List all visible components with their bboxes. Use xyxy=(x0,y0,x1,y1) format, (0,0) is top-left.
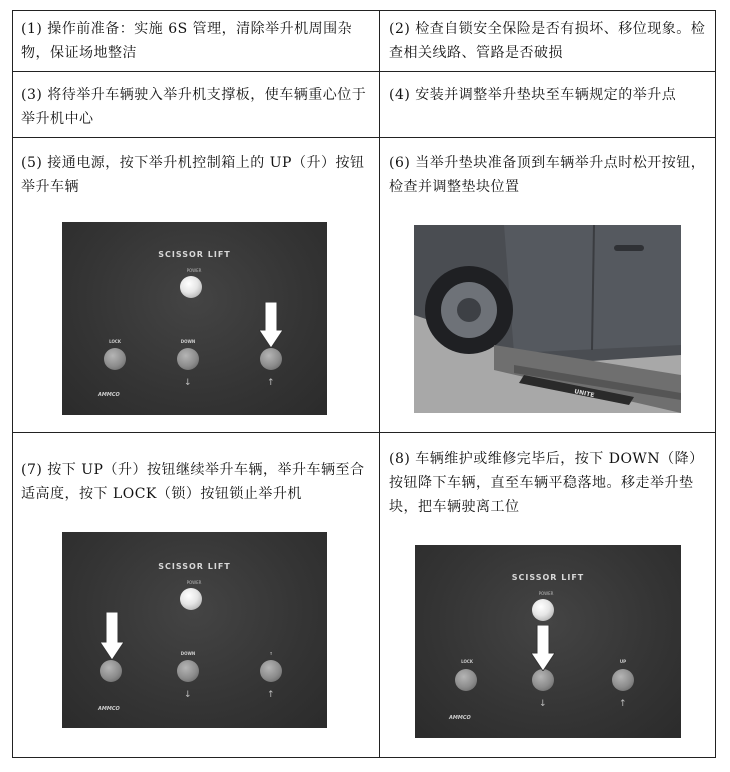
lock-button-image xyxy=(104,348,126,370)
down-button-image xyxy=(532,669,554,691)
column-divider xyxy=(379,11,380,757)
step-6-text: (6) 当举升垫块准备顶到车辆举升点时松开按钮，检查并调整垫块位置 xyxy=(389,155,706,195)
step-2-text: (2) 检查自锁安全保险是否有损坏、移位现象。检查相关线路、管路是否破损 xyxy=(389,21,706,61)
down-button-image xyxy=(177,348,199,370)
row-divider xyxy=(13,71,715,72)
lock-button-image xyxy=(100,660,122,682)
indicator-arrow-icon xyxy=(259,302,283,348)
down-arrow-icon: ↓ xyxy=(184,378,192,388)
step-3-text: (3) 将待举升车辆驶入举升机支撑板，使车辆重心位于举升机中心 xyxy=(21,87,367,127)
up-arrow-icon: ↑ xyxy=(267,690,275,700)
brand-logo: AMMCO xyxy=(98,706,120,712)
lock-label: LOCK xyxy=(461,659,473,664)
up-button-image xyxy=(612,669,634,691)
indicator-arrow-icon xyxy=(100,612,124,660)
control-panel-photo-lock xyxy=(62,532,327,728)
down-arrow-icon: ↓ xyxy=(184,690,192,700)
power-button-image xyxy=(180,276,202,298)
up-button-image xyxy=(260,348,282,370)
step-5-text: (5) 接通电源，按下举升机控制箱上的 UP（升）按钮举升车辆 xyxy=(21,155,365,195)
up-button-image xyxy=(260,660,282,682)
tread-text: UNITE xyxy=(573,388,595,400)
up-label: ↑ xyxy=(269,651,273,656)
panel-title: SCISSOR LIFT xyxy=(511,573,585,582)
step-4-text: (4) 安装并调整举升垫块至车辆规定的举升点 xyxy=(389,87,677,103)
power-label: POWER xyxy=(538,591,554,596)
car-lift-photo xyxy=(414,225,681,413)
power-label: POWER xyxy=(186,268,202,273)
panel-title: SCISSOR LIFT xyxy=(158,250,231,259)
panel-title: SCISSOR LIFT xyxy=(158,562,231,571)
brand-logo: AMMCO xyxy=(449,715,471,721)
up-arrow-icon: ↑ xyxy=(619,699,627,709)
down-label: DOWN xyxy=(180,339,196,344)
down-button-image xyxy=(177,660,199,682)
lock-label: LOCK xyxy=(109,339,121,344)
step-1-text: (1) 操作前准备：实施 6S 管理，清除举升机周围杂物，保证场地整洁 xyxy=(21,21,353,61)
step-7-text: (7) 按下 UP（升）按钮继续举升车辆，举升车辆至合适高度，按下 LOCK（锁）按钮锁止举升机 xyxy=(21,462,365,502)
power-button-image xyxy=(180,588,202,610)
down-label: DOWN xyxy=(180,651,196,656)
step-8-text: (8) 车辆维护或维修完毕后，按下 DOWN（降）按钮降下车辆，直至车辆平稳落地。移走举升垫块，把车辆驶离工位 xyxy=(389,451,704,515)
up-arrow-icon: ↑ xyxy=(267,378,275,388)
control-panel-photo-up xyxy=(62,222,327,415)
lock-button-image xyxy=(455,669,477,691)
up-label: UP xyxy=(619,659,627,664)
row-divider xyxy=(13,432,715,433)
brand-logo: AMMCO xyxy=(98,392,120,398)
down-arrow-icon: ↓ xyxy=(539,699,547,709)
indicator-arrow-icon xyxy=(531,625,555,671)
row-divider xyxy=(13,137,715,138)
power-label: POWER xyxy=(186,580,202,585)
control-panel-photo-down xyxy=(415,545,681,738)
car-illustration xyxy=(414,225,681,413)
power-button-image xyxy=(532,599,554,621)
